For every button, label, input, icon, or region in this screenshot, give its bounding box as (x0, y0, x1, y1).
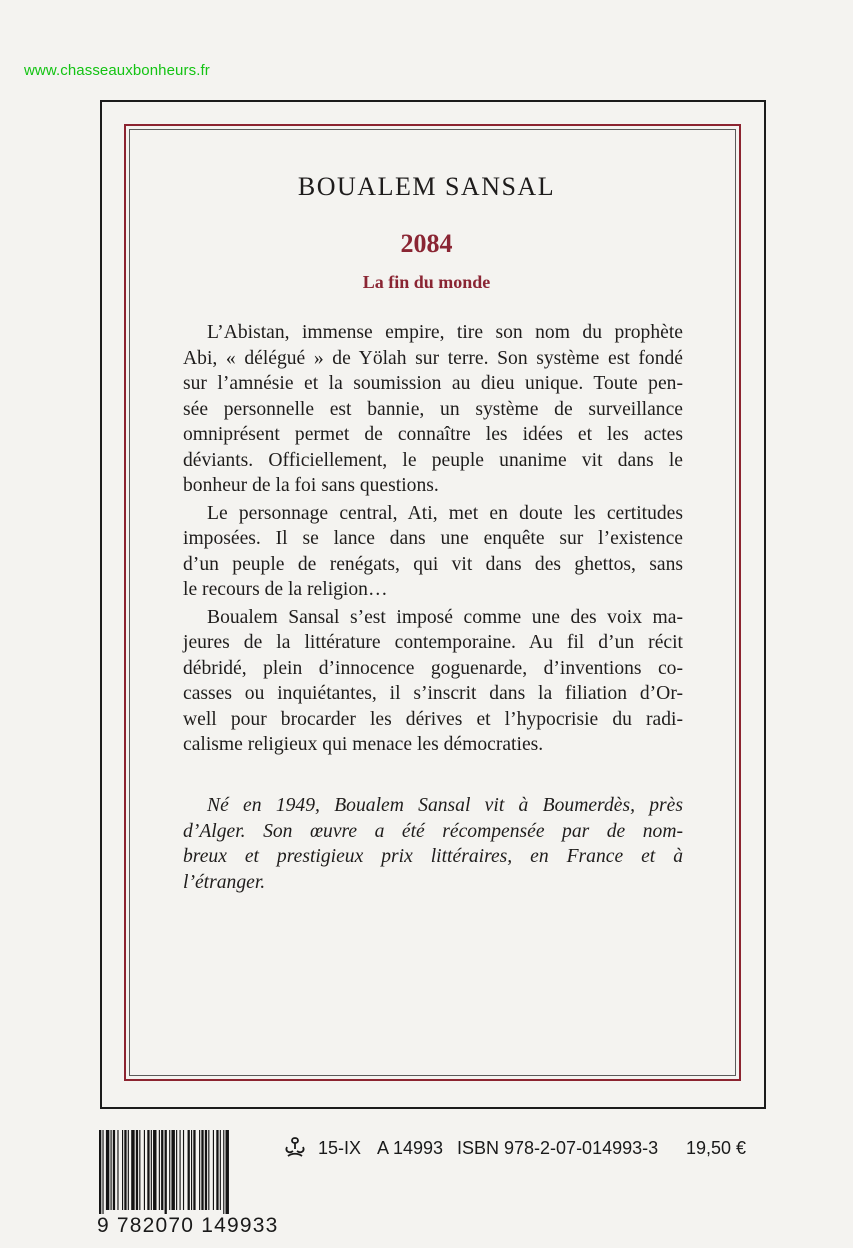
barcode-bar (139, 1130, 140, 1210)
barcode-bar (223, 1130, 224, 1214)
blurb-line: débridé, plein d’innocence goguenarde, d’inventions co- (183, 657, 683, 679)
barcode-bar (144, 1130, 145, 1210)
author-name: BOUALEM SANSAL (297, 172, 556, 201)
barcode-bar (169, 1130, 170, 1210)
blurb-line: Le personnage central, Ati, met en doute les certitudes (207, 502, 683, 524)
barcode-bar (201, 1130, 203, 1210)
barcode-bar (151, 1130, 152, 1210)
book-subtitle: La fin du monde (362, 272, 491, 292)
blurb-line: well pour brocarder les dérives et l’hypocrisie du radi- (183, 708, 683, 730)
blurb-line: jeures de la littérature contemporaine. Au fil d’un récit (183, 632, 683, 653)
barcode-bar (99, 1130, 101, 1214)
author-bio (183, 793, 683, 895)
barcode-bar (183, 1130, 184, 1210)
bio-line: d’Alger. Son œuvre a été récompensée par de nom- (183, 820, 683, 842)
barcode-bar (191, 1130, 192, 1210)
barcode-bar (176, 1130, 177, 1210)
barcode-bar (193, 1130, 195, 1210)
barcode-bar (216, 1130, 218, 1210)
blurb-line: le recours de la religion… (183, 579, 388, 600)
barcode-bar (159, 1130, 160, 1210)
blurb-paragraph-2 (183, 501, 683, 603)
blurb-line: calisme religieux qui menace les démocraties. (183, 734, 544, 755)
barcode-bar (220, 1130, 221, 1210)
isbn: ISBN 978-2-07-014993-3 (457, 1138, 659, 1158)
bio-line: breux et prestigieux prix littéraires, en France et à (183, 846, 683, 867)
barcode-digits: 9 782070 149933 (97, 1214, 279, 1237)
blurb-paragraph-1 (183, 320, 683, 499)
blurb-line: bonheur de la foi sans questions. (183, 475, 439, 496)
blurb-line: sée personnelle est bannie, un système de surveillance (183, 398, 683, 420)
barcode-bar (128, 1130, 129, 1210)
barcode-icon (97, 1130, 267, 1214)
blurb (183, 320, 683, 760)
barcode-bar (153, 1130, 156, 1210)
watermark: www.chasseauxbonheurs.fr (24, 62, 210, 79)
barcode-bar (131, 1130, 134, 1210)
barcode-bar (117, 1130, 118, 1210)
barcode-bar (205, 1130, 207, 1210)
bio-line: Né en 1949, Boualem Sansal vit à Boumerdès, près (207, 795, 683, 816)
barcode-bar (165, 1130, 167, 1214)
barcode-bar (113, 1130, 115, 1210)
barcode-bar (199, 1130, 200, 1210)
blurb-line: L’Abistan, immense empire, tire son nom du prophète (207, 322, 683, 343)
blurb-line: déviants. Officiellement, le peuple unanime vit dans le (183, 449, 683, 471)
barcode-bar (161, 1130, 163, 1210)
barcode-bar (102, 1130, 103, 1214)
price: 19,50 € (686, 1138, 747, 1158)
blurb-line: sur l’amnésie et la soumission au dieu unique. Toute pen- (183, 373, 683, 394)
blurb-line: Abi, « délégué » de Yölah sur terre. Son système est fondé (183, 347, 683, 369)
folio-logo-icon (283, 1135, 307, 1161)
blurb-line: omniprésent permet de connaître les idées et les actes (183, 424, 683, 445)
barcode-bar (208, 1130, 209, 1210)
barcode-bar (106, 1130, 109, 1210)
book-title: 2084 (400, 229, 453, 258)
blurb-line: casses ou inquiétantes, il s’inscrit dans la filiation d’Or- (183, 683, 683, 704)
barcode-bar (124, 1130, 126, 1210)
barcode-bar (171, 1130, 174, 1210)
barcode-bar (226, 1130, 229, 1214)
barcode-bar (147, 1130, 149, 1210)
blurb-line: d’un peuple de renégats, qui vit dans des ghettos, sans (183, 553, 683, 575)
barcode-bar (111, 1130, 112, 1210)
reference-number: A 14993 (377, 1138, 444, 1158)
blurb-paragraph-3 (183, 605, 683, 758)
barcode-bar (122, 1130, 123, 1210)
barcode (97, 1130, 267, 1214)
blurb-line: imposées. Il se lance dans une enquête sur l’existence (183, 528, 683, 549)
barcode-bar (136, 1130, 138, 1210)
collection-code: 15-IX (318, 1138, 362, 1158)
bio-line: l’étranger. (183, 871, 266, 893)
barcode-bar (180, 1130, 181, 1210)
barcode-bar (188, 1130, 190, 1210)
barcode-bar (213, 1130, 214, 1210)
blurb-line: Boualem Sansal s’est imposé comme une des voix ma- (207, 606, 683, 628)
